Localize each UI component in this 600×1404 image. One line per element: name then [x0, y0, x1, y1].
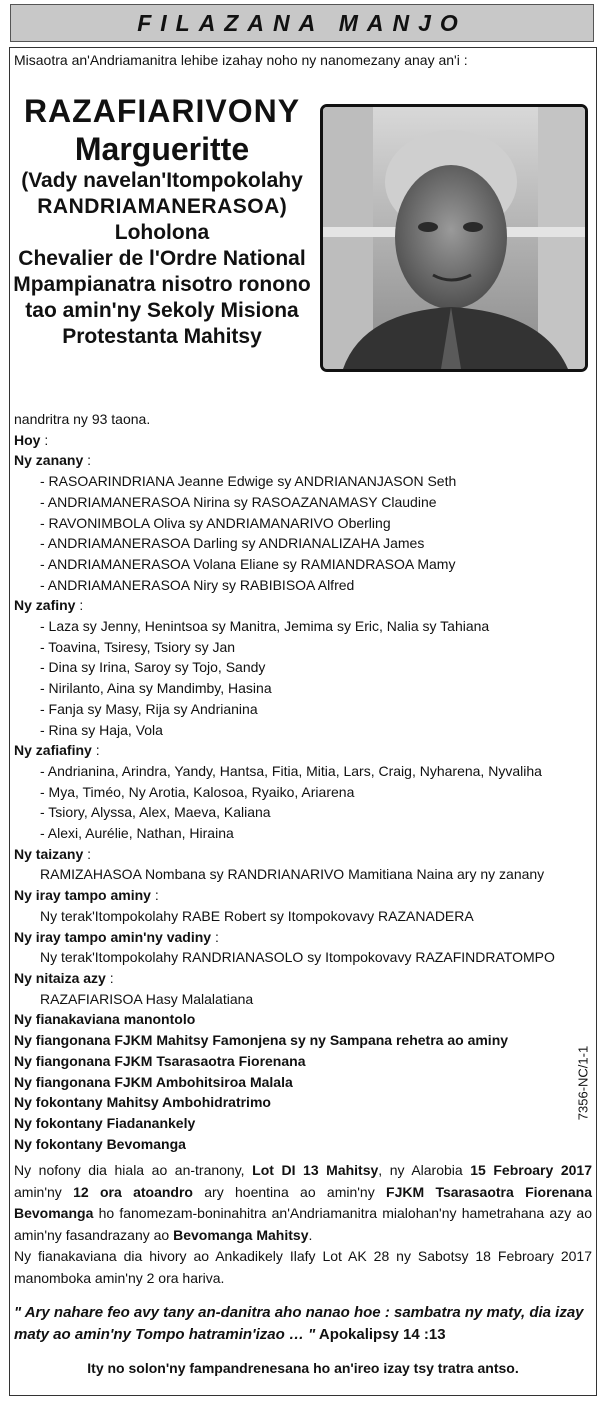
- address: Lot DI 13 Mahitsy: [252, 1162, 379, 1178]
- list-item: Ny terak'Itompokolahy RANDRIANASOLO sy Itompokovavy RAZAFINDRATOMPO: [40, 949, 555, 966]
- text-run: , ny Alarobia: [378, 1162, 471, 1178]
- section-caregiver: [14, 968, 592, 1009]
- list-item: - Fanja sy Masy, Rija sy Andrianina: [40, 700, 258, 717]
- title-teacher-3: Protestanta Mahitsy: [62, 325, 262, 348]
- section-great-grandchildren: [14, 740, 592, 844]
- title-chevalier: Chevalier de l'Ordre National: [18, 247, 306, 270]
- burial-place: Bevomanga Mahitsy: [173, 1226, 309, 1243]
- portrait-photo: [320, 104, 588, 372]
- section-label: Ny zanany: [14, 452, 84, 469]
- section-spouse-siblings: [14, 927, 592, 968]
- quote-text: " Ary nahare feo avy tany an-danitra aho nanao hoe : sambatra ny maty, dia izay maty ao amin'ny Tompo hatramin'izao … ": [14, 1304, 584, 1343]
- section-label: Ny zafiny: [14, 597, 76, 614]
- text-run: ho fanomezam-boninahitra an'Andriamanitra mialohan'ny hametrahana azy ao amin'ny fasandrazany ao: [14, 1205, 592, 1243]
- hoy-line: [14, 430, 592, 451]
- spouse-name-line: [12, 194, 312, 220]
- bold-line: Ny fiangonana FJKM Tsarasaotra Fiorenana: [14, 1052, 306, 1069]
- funeral-paragraph-1: [14, 1160, 592, 1246]
- time: 12 ora atoandro: [73, 1183, 193, 1200]
- banner: [10, 4, 594, 42]
- spouse-line: [12, 168, 312, 194]
- intro-text: Misaotra an'Andriamanitra lehibe izahay noho ny nanomezany anay an'i :: [14, 52, 468, 68]
- text-run: ary hoentina ao amin'ny: [192, 1183, 387, 1200]
- quote-reference: Apokalipsy 14 :13: [315, 1326, 446, 1343]
- title-teacher-1: Mpampianatra nisotro ronono: [13, 273, 311, 296]
- section-label: Ny iray tampo amin'ny vadiny: [14, 928, 212, 945]
- section-children: [14, 450, 592, 595]
- title-loholona: Loholona: [114, 221, 210, 244]
- bold-line: Ny fokontany Mahitsy Ambohidratrimo: [14, 1094, 271, 1111]
- list-item: - RASOARINDRIANA Jeanne Edwige sy ANDRIANANJASON Seth: [40, 473, 457, 490]
- label-sep: :: [83, 845, 92, 862]
- banner-title: FILAZANA MANJO: [137, 9, 467, 36]
- list-item: RAZAFIARISOA Hasy Malalatiana: [40, 990, 254, 1007]
- label-sep: :: [91, 742, 100, 759]
- spouse-open: (Vady navelan'Itompokolahy: [21, 169, 303, 192]
- label-sep: :: [83, 452, 92, 469]
- list-item: - Tsiory, Alyssa, Alex, Maeva, Kaliana: [40, 804, 271, 821]
- bold-line: Ny fokontany Bevomanga: [14, 1135, 186, 1152]
- list-item: - RAVONIMBOLA Oliva sy ANDRIAMANARIVO Oberling: [40, 514, 391, 531]
- portrait-illustration: [323, 107, 585, 369]
- deceased-surname: RAZAFIARIVONY: [23, 93, 301, 129]
- reference-text: 7356-NC/1-1: [575, 1045, 591, 1121]
- bold-line: Ny fokontany Fiadanankely: [14, 1114, 196, 1131]
- title-teacher-2: tao amin'ny Sekoly Misiona: [25, 299, 299, 322]
- age-line: nandritra ny 93 taona.: [14, 411, 151, 427]
- list-item: - Laza sy Jenny, Henintsoa sy Manitra, Jemima sy Eric, Nalia sy Tahiana: [40, 618, 490, 635]
- deceased-firstname: Margueritte: [74, 131, 250, 167]
- church: FJKM Tsarasaotra Fiorenana Bevomanga: [14, 1183, 592, 1221]
- hoy-label: Hoy: [14, 431, 41, 448]
- bold-line: Ny fiangonana FJKM Mahitsy Famonjena sy ny Sampana rehetra ao aminy: [14, 1032, 509, 1049]
- bible-quote: [14, 1302, 592, 1346]
- section-label: Ny taizany: [14, 845, 84, 862]
- list-item: RAMIZAHASOA Nombana sy RANDRIANARIVO Mamitiana Naina ary ny zanany: [40, 866, 545, 883]
- bold-line: Ny fianakaviana manontolo: [14, 1011, 196, 1028]
- list-item: - Rina sy Haja, Vola: [40, 721, 163, 738]
- list-item: - ANDRIAMANERASOA Niry sy RABIBISOA Alfred: [40, 576, 355, 593]
- list-item: - ANDRIAMANERASOA Nirina sy RASOAZANAMASY Claudine: [40, 493, 437, 510]
- list-item: - ANDRIAMANERASOA Darling sy ANDRIANALIZAHA James: [40, 535, 425, 552]
- funeral-details: [14, 1160, 592, 1289]
- list-item: - Nirilanto, Aina sy Mandimby, Hasina: [40, 680, 272, 697]
- reference-code: [575, 1035, 591, 1131]
- section-label: Ny iray tampo aminy: [14, 887, 151, 904]
- list-item: - Andrianina, Arindra, Yandy, Hantsa, Fitia, Mitia, Lars, Craig, Nyharena, Nyvaliha: [40, 762, 542, 779]
- list-item: - ANDRIAMANERASOA Volana Eliane sy RAMIANDRASOA Mamy: [40, 555, 456, 572]
- list-item: - Dina sy Irina, Saroy sy Tojo, Sandy: [40, 659, 266, 676]
- text-run: amin'ny: [14, 1183, 74, 1200]
- deceased-heading: [12, 92, 312, 350]
- label-sep: :: [211, 928, 219, 945]
- bold-line: Ny fiangonana FJKM Ambohitsiroa Malala: [14, 1073, 293, 1090]
- text-run: .: [308, 1226, 313, 1243]
- funeral-paragraph-2: Ny fianakaviana dia hivory ao Ankadikely Ilafy Lot AK 28 ny Sabotsy 18 Febroary 2017 manomboka amin'ny 2 ora hariva.: [14, 1248, 592, 1286]
- spouse-name: RANDRIAMANERASOA: [37, 195, 280, 218]
- label-sep: :: [75, 597, 84, 614]
- date: 15 Febroary 2017: [470, 1162, 592, 1178]
- list-item: - Alexi, Aurélie, Nathan, Hiraina: [40, 825, 234, 842]
- hoy-sep: :: [40, 431, 49, 448]
- section-label: Ny zafiafiny: [14, 742, 92, 759]
- text-run: Ny nofony dia hiala ao an-tranony,: [14, 1162, 253, 1178]
- list-item: - Toavina, Tsiresy, Tsiory sy Jan: [40, 638, 236, 655]
- section-grandchildren: [14, 595, 592, 740]
- section-siblings: [14, 885, 592, 926]
- closing-note: Ity no solon'ny fampandrenesana ho an'ireo izay tsy tratra antso.: [87, 1360, 519, 1376]
- list-item: - Mya, Timéo, Ny Arotia, Kalosoa, Ryaiko, Ariarena: [40, 783, 355, 800]
- section-foster-children: [14, 844, 592, 885]
- section-label: Ny nitaiza azy: [14, 969, 106, 986]
- label-sep: :: [105, 969, 114, 986]
- list-item: Ny terak'Itompokolahy RABE Robert sy Itompokovavy RAZANADERA: [40, 907, 474, 924]
- relatives-list: [14, 409, 592, 1154]
- spouse-close: ): [279, 195, 287, 218]
- label-sep: :: [150, 887, 159, 904]
